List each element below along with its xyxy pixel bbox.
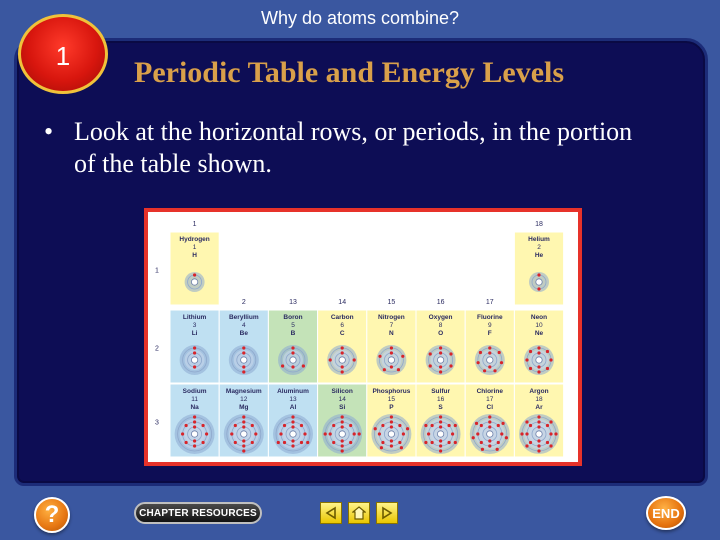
element-name: Argon (529, 388, 549, 395)
electron (525, 358, 528, 361)
electron (291, 346, 294, 349)
group-label: 14 (338, 299, 347, 306)
electron (378, 355, 381, 358)
electron (341, 365, 344, 368)
periodic-table (148, 212, 578, 462)
end-label: END (652, 505, 680, 521)
electron (488, 420, 491, 423)
electron (358, 432, 361, 435)
electron (329, 432, 332, 435)
electron (242, 365, 245, 368)
electron (537, 346, 540, 349)
element-name: Lithium (182, 314, 207, 321)
electron (291, 420, 294, 423)
electron (447, 424, 450, 427)
electron (341, 425, 344, 428)
electron (283, 441, 286, 444)
electron (546, 350, 549, 353)
electron (300, 441, 303, 444)
element-symbol: Na (190, 404, 199, 411)
element-symbol: O (438, 330, 444, 337)
electron (497, 441, 500, 444)
electron (475, 422, 478, 425)
element-symbol: B (290, 330, 296, 337)
section-number: 1 (55, 41, 71, 71)
electron (291, 444, 294, 447)
electron (549, 432, 552, 435)
electron (481, 448, 484, 451)
electron (251, 441, 254, 444)
electron (277, 441, 280, 444)
electron (496, 448, 499, 451)
nucleus (388, 431, 394, 437)
electron (439, 420, 442, 423)
electron (242, 370, 245, 373)
element-number: 15 (387, 396, 396, 403)
element-name: Oxygen (428, 314, 453, 321)
electron (488, 439, 491, 442)
element-name: Helium (528, 236, 550, 243)
electron (439, 370, 442, 373)
nucleus (437, 431, 443, 437)
element-number: 17 (486, 396, 494, 403)
electron (488, 351, 491, 354)
element-name: Nitrogen (378, 314, 405, 321)
electron (439, 346, 442, 349)
electron (493, 369, 496, 372)
electron (537, 444, 540, 447)
electron (242, 346, 245, 349)
electron (383, 368, 386, 371)
element-symbol: Si (339, 404, 346, 411)
electron (234, 441, 237, 444)
electron (549, 444, 552, 447)
element-number: 7 (389, 322, 394, 329)
electron (341, 346, 344, 349)
electron (537, 439, 540, 442)
electron (488, 346, 491, 349)
electron (439, 425, 442, 428)
element-number: 14 (338, 396, 346, 403)
electron (501, 422, 504, 425)
electron (449, 364, 452, 367)
electron (525, 444, 528, 447)
electron (300, 424, 303, 427)
electron (424, 441, 427, 444)
nucleus (241, 357, 247, 363)
electron (439, 351, 442, 354)
electron (537, 449, 540, 452)
element-number: 1 (192, 244, 197, 251)
element-number: 9 (487, 322, 492, 329)
electron (279, 432, 282, 435)
electron (341, 415, 344, 418)
electron (242, 444, 245, 447)
electron (546, 367, 549, 370)
electron (324, 432, 327, 435)
element-symbol: C (339, 330, 345, 337)
nucleus (339, 357, 345, 363)
element-name: Phosphorus (372, 388, 411, 395)
electron (537, 273, 540, 276)
element-number: 4 (241, 322, 246, 329)
help-button[interactable] (34, 497, 70, 533)
electron (525, 420, 528, 423)
electron (193, 365, 196, 368)
electron (390, 439, 393, 442)
element-number: 3 (192, 322, 197, 329)
element-symbol: H (192, 252, 197, 259)
element-name: Sulfur (431, 388, 450, 395)
electron (353, 432, 356, 435)
electron (488, 365, 491, 368)
group-label: 18 (535, 221, 543, 228)
electron (402, 432, 405, 435)
electron (451, 432, 454, 435)
electron (201, 424, 204, 427)
electron (537, 420, 540, 423)
electron (529, 441, 532, 444)
next-button[interactable] (376, 502, 398, 524)
electron (390, 444, 393, 447)
group-label: 2 (241, 299, 246, 306)
electron (341, 420, 344, 423)
electron (529, 424, 532, 427)
element-symbol: He (534, 252, 544, 259)
electron (291, 415, 294, 418)
electron (329, 358, 332, 361)
electron (472, 436, 475, 439)
element-symbol: F (487, 330, 492, 337)
electron (281, 364, 284, 367)
electron (529, 350, 532, 353)
electron (537, 370, 540, 373)
electron (476, 432, 479, 435)
electron (242, 420, 245, 423)
nucleus (191, 431, 197, 437)
electron (477, 361, 480, 364)
electron (529, 367, 532, 370)
electron (447, 441, 450, 444)
electron (378, 432, 381, 435)
nucleus (437, 357, 443, 363)
end-button[interactable] (646, 496, 686, 530)
period-label: 3 (155, 419, 159, 427)
electron (525, 432, 528, 435)
element-symbol: N (389, 330, 394, 337)
electron (341, 351, 344, 354)
element-name: Boron (283, 314, 303, 321)
electron (193, 346, 196, 349)
nucleus (191, 279, 197, 285)
electron (353, 358, 356, 361)
electron (193, 351, 196, 354)
electron (500, 432, 503, 435)
electron (483, 369, 486, 372)
electron (193, 425, 196, 428)
group-label: 1 (192, 221, 197, 228)
group-label: 16 (436, 299, 445, 306)
electron (303, 432, 306, 435)
electron (431, 424, 434, 427)
electron (390, 365, 393, 368)
element-number: 11 (191, 396, 198, 403)
element-name: Carbon (330, 314, 354, 321)
electron (488, 415, 491, 418)
element-number: 8 (438, 322, 443, 329)
bullet-text: Look at the horizontal rows, or periods, in the portion of the table shown. (74, 117, 633, 178)
electron (291, 351, 294, 354)
electron (251, 424, 254, 427)
electron (349, 424, 352, 427)
electron (283, 424, 286, 427)
chapter-resources-label: CHAPTER RESOURCES (139, 507, 257, 519)
electron (498, 351, 501, 354)
electron (242, 439, 245, 442)
electron (291, 365, 294, 368)
element-name: Hydrogen (179, 236, 210, 243)
electron (424, 424, 427, 427)
element-name: Chlorine (476, 388, 503, 395)
electron (546, 441, 549, 444)
electron (398, 424, 401, 427)
electron (193, 439, 196, 442)
element-name: Aluminum (277, 388, 309, 395)
nucleus (487, 431, 493, 437)
help-label: ? (44, 501, 60, 528)
electron (431, 441, 434, 444)
period-label: 1 (155, 267, 159, 275)
electron (380, 446, 383, 449)
element-number: 10 (535, 322, 543, 329)
electron (439, 449, 442, 452)
element-symbol: Ne (534, 330, 544, 337)
element-name: Fluorine (476, 314, 503, 321)
slide-title: Periodic Table and Energy Levels (134, 56, 565, 89)
element-name: Sodium (182, 388, 207, 395)
electron (193, 420, 196, 423)
previous-button[interactable] (320, 502, 342, 524)
electron (390, 415, 393, 418)
electron (554, 432, 557, 435)
nucleus (536, 279, 542, 285)
electron (349, 441, 352, 444)
electron (549, 420, 552, 423)
electron (429, 364, 432, 367)
electron (505, 436, 508, 439)
element-symbol: Al (289, 404, 297, 411)
electron (374, 427, 377, 430)
electron (520, 432, 523, 435)
electron (546, 424, 549, 427)
electron (488, 444, 491, 447)
element-symbol: Mg (239, 404, 249, 411)
bullet-point (44, 116, 644, 180)
electron (406, 427, 409, 430)
element-number: 12 (240, 396, 248, 403)
electron (181, 432, 184, 435)
electron (427, 432, 430, 435)
electron (537, 365, 540, 368)
bullet-symbol: • (44, 117, 54, 146)
electron (332, 441, 335, 444)
electron (230, 432, 233, 435)
element-symbol: Be (239, 330, 248, 337)
electron (390, 425, 393, 428)
electron (480, 441, 483, 444)
electron (341, 439, 344, 442)
electron (390, 420, 393, 423)
nucleus (191, 357, 197, 363)
electron (537, 351, 540, 354)
electron (341, 449, 344, 452)
element-number: 13 (289, 396, 297, 403)
nucleus (536, 431, 542, 437)
element-symbol: P (389, 404, 394, 411)
electron (205, 432, 208, 435)
previous-arrow-icon (324, 506, 338, 520)
element-name: Beryllium (228, 314, 259, 321)
group-label: 13 (289, 299, 297, 306)
electron (549, 358, 552, 361)
electron (497, 424, 500, 427)
electron (401, 355, 404, 358)
electron (398, 441, 401, 444)
electron (254, 432, 257, 435)
element-number: 18 (535, 396, 543, 403)
electron (381, 424, 384, 427)
electron (242, 351, 245, 354)
chapter-resources-button[interactable] (134, 502, 262, 524)
element-symbol: Cl (486, 404, 494, 411)
electron (341, 444, 344, 447)
electron (479, 351, 482, 354)
element-number: 6 (340, 322, 345, 329)
nucleus (241, 431, 247, 437)
electron (341, 370, 344, 373)
element-symbol: Li (191, 330, 198, 337)
electron (193, 273, 196, 276)
electron (291, 439, 294, 442)
electron (242, 425, 245, 428)
electron (185, 441, 188, 444)
electron (439, 365, 442, 368)
electron (454, 441, 457, 444)
electron (439, 444, 442, 447)
periodic-table-image (144, 208, 582, 466)
nucleus (536, 357, 542, 363)
electron (390, 346, 393, 349)
section-badge (18, 14, 108, 94)
electron (242, 449, 245, 452)
element-symbol: S (438, 404, 443, 411)
element-number: 2 (537, 244, 541, 251)
electron (291, 425, 294, 428)
electron (488, 425, 491, 428)
electron (500, 361, 503, 364)
nucleus (290, 431, 296, 437)
electron (185, 424, 188, 427)
element-name: Magnesium (225, 388, 262, 395)
element-name: Neon (530, 314, 548, 321)
element-symbol: Ar (535, 404, 543, 411)
period-label: 2 (155, 345, 159, 353)
electron (537, 425, 540, 428)
group-label: 17 (485, 299, 494, 306)
electron (234, 424, 237, 427)
group-label: 15 (387, 299, 396, 306)
electron (480, 424, 483, 427)
nucleus (388, 357, 394, 363)
element-name: Silicon (331, 388, 353, 395)
electron (306, 441, 309, 444)
element-number: 16 (436, 396, 445, 403)
nucleus (339, 431, 345, 437)
electron (193, 415, 196, 418)
nucleus (290, 357, 296, 363)
electron (332, 424, 335, 427)
electron (439, 439, 442, 442)
electron (302, 364, 305, 367)
element-number: 5 (291, 322, 295, 329)
electron (397, 368, 400, 371)
electron (454, 424, 457, 427)
next-arrow-icon (380, 506, 394, 520)
electron (537, 415, 540, 418)
electron (449, 352, 452, 355)
home-icon (352, 506, 366, 520)
nucleus (487, 357, 493, 363)
electron (381, 441, 384, 444)
electron (193, 444, 196, 447)
header-title: Why do atoms combine? (260, 8, 460, 28)
electron (400, 446, 403, 449)
electron (201, 441, 204, 444)
electron (429, 352, 432, 355)
electron (537, 287, 540, 290)
electron (242, 415, 245, 418)
home-button[interactable] (348, 502, 370, 524)
electron (390, 351, 393, 354)
electron (439, 415, 442, 418)
